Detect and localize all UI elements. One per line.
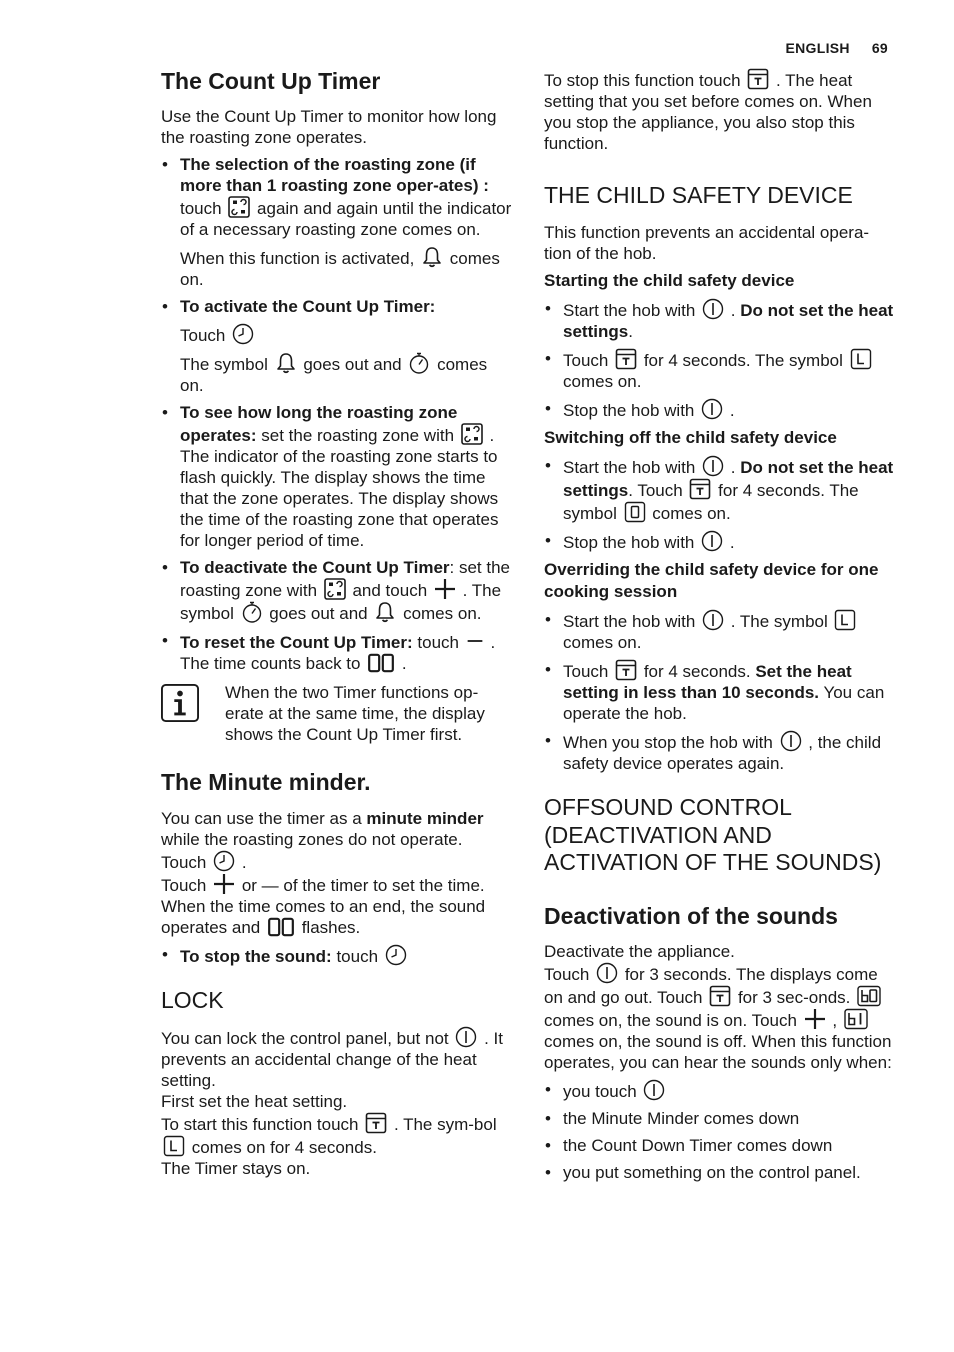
zone-select-icon [324,578,346,600]
list-item: • you touch [544,1079,894,1102]
display-00-icon [367,653,395,673]
lock-key-icon [709,985,731,1007]
lock-l-symbol-icon [163,1135,185,1157]
offsound-title: OFFSOUND CONTROL (DEACTIVATION AND ACTIVATION OF THE SOUNDS) [544,793,882,876]
timer-clock-icon [232,323,254,345]
power-icon [702,298,724,320]
count-up-list [161,154,513,674]
info-icon [161,684,199,722]
count-up-timer-section [161,68,513,745]
power-icon [643,1079,665,1101]
count-up-timer-title: The Count Up Timer [161,68,381,94]
list-item: • the Count Down Timer comes down [544,1135,894,1156]
power-icon [780,730,802,752]
stopwatch-icon [408,352,430,374]
language-label: ENGLISH [785,40,850,56]
count-up-intro: Use the Count Up Timer to monitor how long the roasting zone operates. [161,107,497,148]
power-icon [702,609,724,631]
list-item: • To activate the Count Up Timer: Touch The symbol goes out and comes on. [161,296,513,396]
list-item: • When you stop the hob with , the child safety device operates again. [544,730,894,774]
left-column [161,68,513,1185]
zone-select-icon [461,423,483,445]
display-0-icon [624,501,646,523]
lock-key-icon [365,1112,387,1134]
overriding-child-safety-title: Overriding the child safety device for one cooking session [544,559,879,601]
starting-child-safety-title: Starting the child safety device [544,270,795,290]
switching-off-child-safety-title: Switching off the child safety device [544,427,837,447]
power-icon [702,455,724,477]
list-item: • To see how long the roasting zone operates: set the roasting zone with . The indicator of the roasting zone starts to flash quickly. The display shows the time that the zone operates. The display shows the time of the roasting zone that operates for longer period of time. [161,402,513,551]
list-item: • Start the hob with . The symbol comes on. [544,609,894,653]
page-header [763,40,888,56]
power-icon [455,1026,477,1048]
power-icon [701,398,723,420]
info-note-text: When the two Timer functions op-erate at the same time, the display shows the Count Up Timer first. [225,683,485,745]
bell-icon [275,352,297,374]
list-item: • Start the hob with . Do not set the heat settings. Touch for 4 seconds. The symbol comes on. [544,455,894,524]
note-text: When this function is activated, comes on. [180,246,513,290]
page-number: 69 [871,40,888,56]
lock-continued: To stop this function touch . The heat setting that you set before comes on. When you stop the appliance, you also stop this function. [544,68,894,154]
plus-icon [434,578,456,600]
minus-icon [466,630,484,652]
list-item: • The selection of the roasting zone (if more than 1 roasting zone oper-ates) : touch again and again until the indicator of a necessary roasting zone comes on. When this function is activated, comes on. [161,154,513,290]
plus-icon [804,1008,826,1030]
lock-key-icon [615,348,637,370]
lock-key-icon [747,68,769,90]
deactivation-sounds-title: Deactivation of the sounds [544,902,838,929]
lock-section: LOCK You can lock the control panel, but not . It prevents an accidental change of the heat setting. First set the heat setting. To start this function touch . The sym-bol comes on for 4 seconds. The Timer stays on. [161,987,513,1180]
list-item: • To deactivate the Count Up Timer: set the roasting zone with and touch . The symbol goes out and comes on. [161,557,513,624]
lock-l-symbol-icon [850,348,872,370]
zone-select-icon [228,196,250,218]
offsound-section: OFFSOUND CONTROL (DEACTIVATION AND ACTIVATION OF THE SOUNDS) Deactivation of the sounds Deactivate the appliance. Touch for 3 seconds. The displays come on and go out. Touch for 3 sec-onds. comes on, the sound is on. Touch , comes on, the sound is off. When this function operates, you can hear the sounds only when: • you touch • the Minute Minder comes down • the Count Down Timer comes down • you put something on the control panel. [544,794,894,1183]
timer-clock-icon [385,944,407,966]
minute-minder-section: The Minute minder. You can use the timer as a minute minder while the roasting zones do not operate. Touch . Touch or — of the timer to set the time. When the time comes to an end, the sound operates and flashes. • To stop the sound: touch [161,769,513,966]
list-item: • To stop the sound: touch [161,944,513,967]
bell-icon [421,246,443,268]
stopwatch-icon [241,601,263,623]
list-item: • Stop the hob with . [544,530,894,553]
child-safety-section: THE CHILD SAFETY DEVICE This function prevents an accidental opera-tion of the hob. Starting the child safety device • Start the hob with . Do not set the heat settings. • Touch for 4 seconds. The symbol comes on. • Stop the hob with . Switching off the child safety device • Start the hob with . Do not set the heat settings. Touch for 4 seconds. The symbol comes on. • Stop the hob with . Overriding the child safety device for one cooking session • Start the hob with . The symbol comes on. • Touch for 4 seconds. Set the heat setting in less than 10 seconds. You can operate the hob. • When you stop the hob with , the child safety device operates again. [544,182,894,774]
list-item: • the Minute Minder comes down [544,1108,894,1129]
right-column [544,68,894,1189]
lock-l-symbol-icon [834,609,856,631]
lock-key-icon [615,659,637,681]
child-safety-title: THE CHILD SAFETY DEVICE [544,182,853,208]
list-item: • Touch for 4 seconds. Set the heat setting in less than 10 seconds. You can operate the hob. [544,659,894,724]
list-item: • Touch for 4 seconds. The symbol comes on. [544,348,894,392]
list-item: • Start the hob with . Do not set the heat settings. [544,298,894,342]
display-b0-icon [857,985,881,1007]
display-b1-icon [844,1008,868,1030]
list-item: • Stop the hob with . [544,398,894,421]
list-item: • you put something on the control panel. [544,1162,894,1183]
info-note [161,682,513,745]
display-00-icon [267,917,295,937]
list-item: • To reset the Count Up Timer: touch . The time counts back to . [161,630,513,674]
lock-key-icon [689,478,711,500]
plus-icon [213,873,235,895]
power-icon [596,962,618,984]
minute-minder-title: The Minute minder. [161,769,371,796]
bell-icon [374,601,396,623]
lock-title: LOCK [161,986,224,1013]
power-icon [701,530,723,552]
timer-clock-icon [213,850,235,872]
